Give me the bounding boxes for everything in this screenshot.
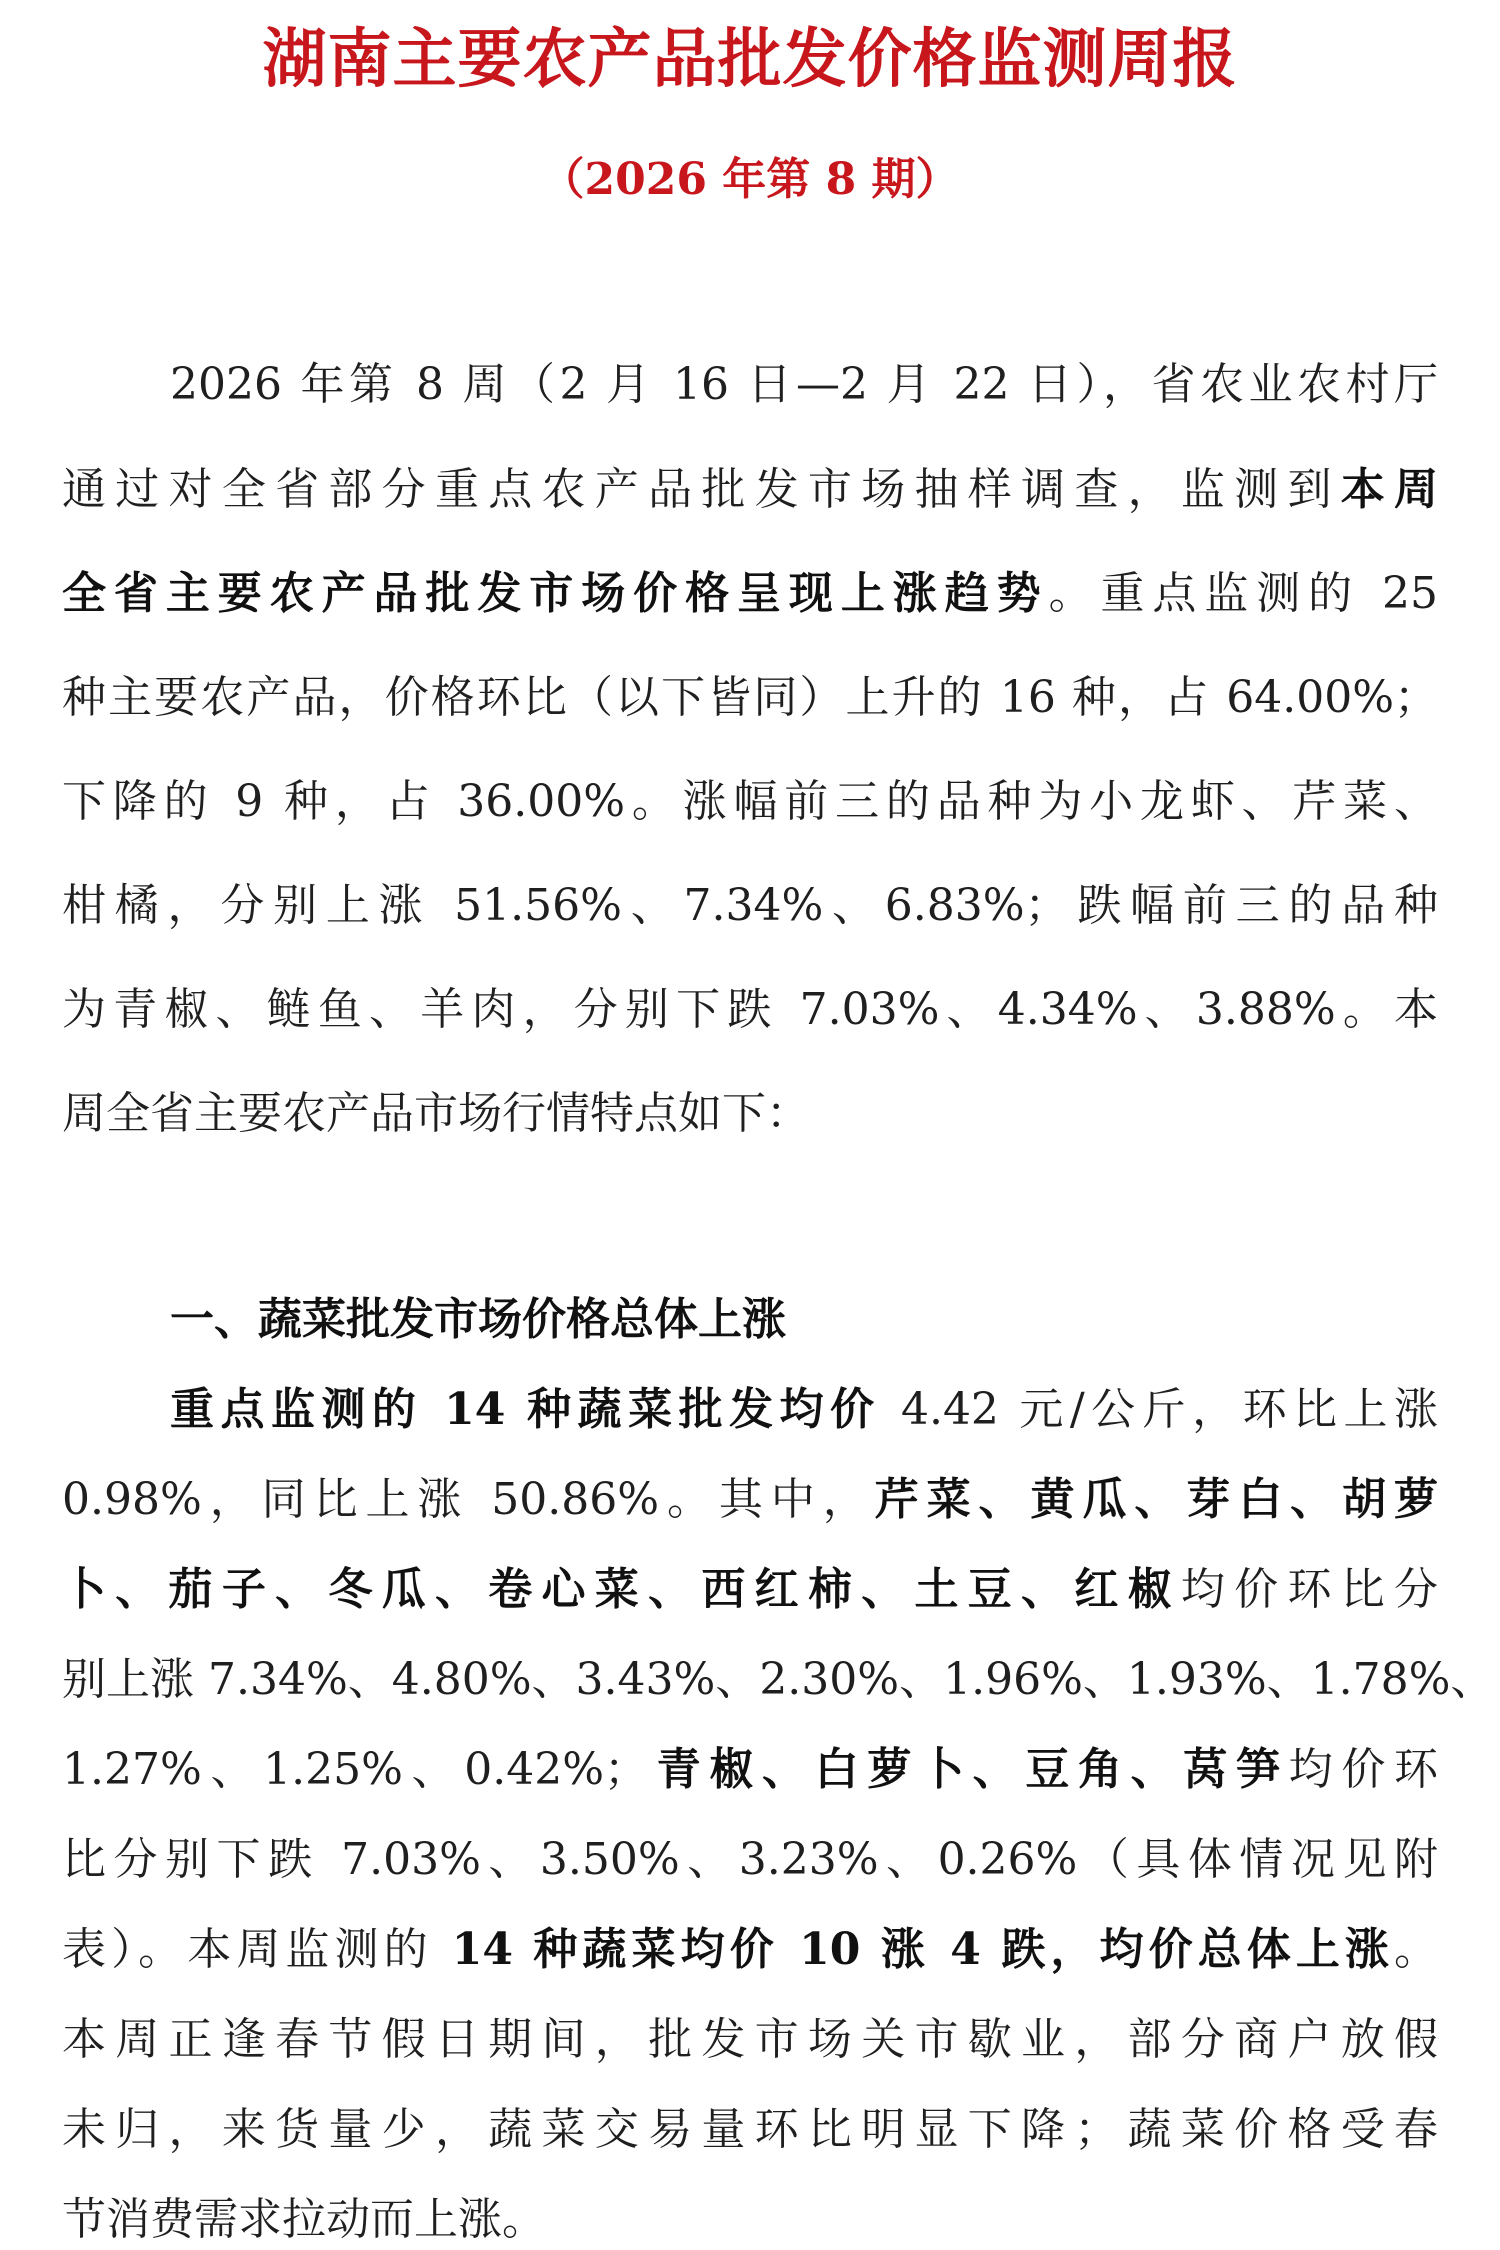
section-heading-vegetables: 一、蔬菜批发市场价格总体上涨: [170, 1294, 786, 1345]
intro-line-8: [62, 1084, 810, 1144]
intro-line-8-text: 周全省主要农产品市场行情特点如下：: [62, 1088, 810, 1139]
intro-line-7-text: 为青椒、鲢鱼、羊肉，分别下跌 7.03%、4.34%、3.88%。本: [62, 984, 1438, 1035]
section1-line-5-text: 1.27%、1.25%、0.42%；: [62, 1744, 648, 1795]
intro-line-5-text: 下降的 9 种，占 36.00%。涨幅前三的品种为小龙虾、芹菜、: [62, 776, 1438, 827]
section1-line-9: [62, 2100, 1438, 2160]
section1-line-7-text-end: 。: [1393, 1924, 1438, 1975]
section1-line-2: [62, 1470, 1438, 1530]
section1-line-2-text: 0.98%，同比上涨 50.86%。其中，: [62, 1474, 875, 1525]
intro-line-1: [170, 355, 1438, 415]
section1-line-6-text: 比分别下跌 7.03%、3.50%、3.23%、0.26%（具体情况见附: [62, 1834, 1438, 1885]
section1-line-9-text: 未归，来货量少，蔬菜交易量环比明显下降；蔬菜价格受春: [62, 2104, 1438, 2155]
section1-line-7-text: 表）。本周监测的: [62, 1924, 452, 1975]
issue-number: （2026 年第 8 期）: [540, 154, 960, 205]
section1-line-4-text: 别上涨 7.34%、4.80%、3.43%、2.30%、1.96%、1.93%、1.78%、: [62, 1654, 1495, 1705]
intro-line-1-text: 2026 年第 8 周（2 月 16 日—2 月 22 日），省农业农村厅: [170, 359, 1438, 410]
intro-line-3-bold: 全省主要农产品批发市场价格呈现上涨趋势: [62, 568, 1049, 619]
intro-line-4: [62, 668, 1438, 728]
report-title: 湖南主要农产品批发价格监测周报: [262, 22, 1238, 97]
intro-line-3-text: 。重点监测的 25: [1048, 568, 1439, 619]
section1-line-7: [62, 1920, 1438, 1980]
section1-line-3-text: 均价环比分: [1180, 1564, 1439, 1615]
section1-line-3: [62, 1560, 1438, 1620]
intro-line-2-bold: 本周: [1340, 464, 1438, 515]
intro-line-5: [62, 772, 1438, 832]
section1-line-6: [62, 1830, 1438, 1890]
section1-line-10-text: 节消费需求拉动而上涨。: [62, 2194, 546, 2245]
intro-line-4-text: 种主要农产品，价格环比（以下皆同）上升的 16 种，占 64.00%；: [62, 672, 1438, 723]
section1-line-7-bold: 14 种蔬菜均价 10 涨 4 跌，均价总体上涨: [451, 1924, 1394, 1975]
section1-line-1: [170, 1380, 1438, 1440]
intro-line-6-text: 柑橘，分别上涨 51.56%、7.34%、6.83%；跌幅前三的品种: [62, 880, 1438, 931]
section1-line-4: [62, 1650, 1495, 1710]
section1-line-8: [62, 2010, 1438, 2070]
intro-line-6: [62, 876, 1438, 936]
section1-line-5-bold: 青椒、白萝卜、豆角、莴笋: [648, 1744, 1289, 1795]
section1-line-5-text-end: 均价环: [1288, 1744, 1439, 1795]
section1-line-1-bold: 重点监测的 14 种蔬菜批发均价: [170, 1384, 881, 1435]
section1-line-10: [62, 2190, 546, 2250]
section1-line-5: [62, 1740, 1438, 1800]
intro-line-7: [62, 980, 1438, 1040]
section1-line-1-text: 4.42 元/公斤，环比上涨: [880, 1384, 1438, 1435]
intro-line-2: [62, 460, 1438, 520]
intro-line-3: [62, 564, 1438, 624]
section1-line-8-text: 本周正逢春节假日期间，批发市场关市歇业，部分商户放假: [62, 2014, 1438, 2065]
intro-line-2-text: 通过对全省部分重点农产品批发市场抽样调查，监测到: [62, 464, 1341, 515]
section1-line-3-bold: 卜、茄子、冬瓜、卷心菜、西红柿、土豆、红椒: [62, 1564, 1181, 1615]
section1-line-2-bold: 芹菜、黄瓜、芽白、胡萝: [874, 1474, 1438, 1525]
